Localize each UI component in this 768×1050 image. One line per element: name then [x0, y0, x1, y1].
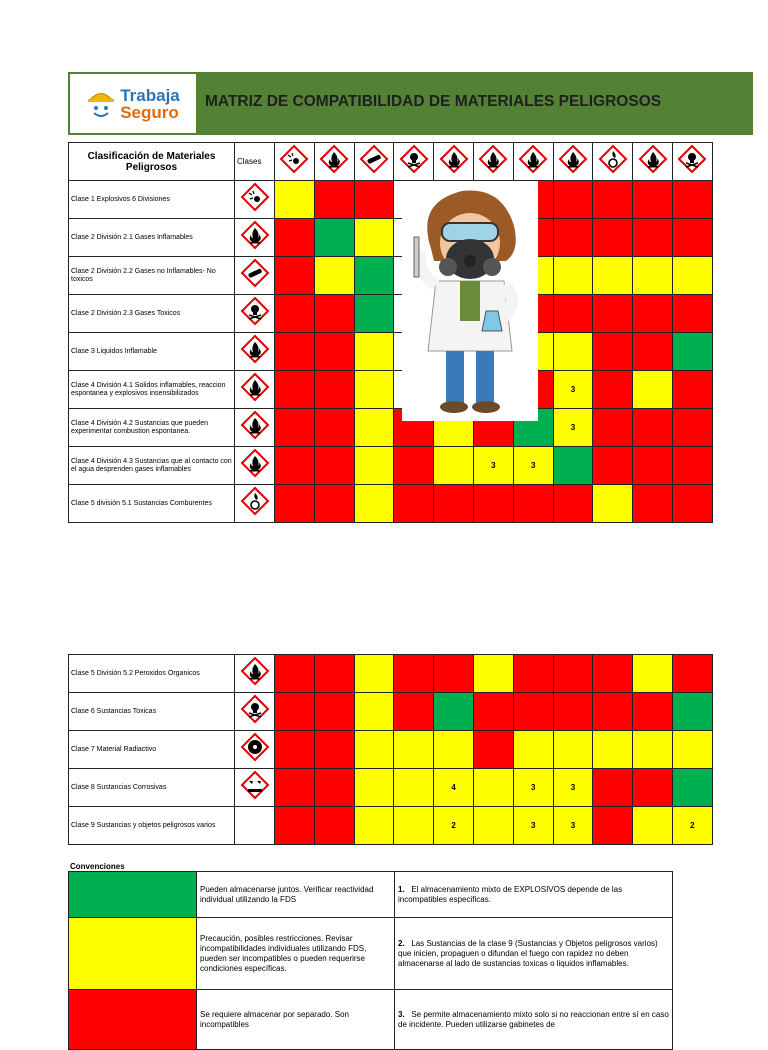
matrix-cell — [354, 769, 394, 807]
convention-text: Se requiere almacenar por separado. Son incompatibles — [197, 990, 395, 1050]
matrix-row — [69, 219, 713, 257]
convention-row — [69, 872, 673, 918]
matrix-cell — [314, 807, 354, 845]
convention-text: Precaución, posibles restricciones. Revisar incompatibilidades individuales utilizando FDS, pueden ser incompatibles o pueden requerirse condiciones específicas. — [197, 918, 395, 990]
matrix-cell: 3 — [513, 807, 553, 845]
matrix-cell: 3 — [553, 409, 593, 447]
row-label: Clase 4 División 4.1 Solidos inflamables, reaccion espontanea y explosivos insensibilizados — [69, 371, 235, 409]
matrix-cell — [314, 295, 354, 333]
matrix-cell — [593, 295, 633, 333]
matrix-cell — [394, 769, 434, 807]
matrix-cell — [473, 807, 513, 845]
flame-icon — [235, 219, 275, 257]
matrix-cell — [473, 731, 513, 769]
matrix-cell — [473, 693, 513, 731]
convention-note — [395, 918, 673, 990]
matrix-cell — [314, 257, 354, 295]
matrix-row — [69, 807, 713, 845]
note-text: Las Sustancias de la clase 9 (Sustancias y Objetos peligrosos varios) que inicien, propaguen o difundan el fuego con rapidez no deben almacenarse al lado de sustancias toxicas o liquidos inflamables. — [398, 938, 658, 968]
matrix-cell — [314, 181, 354, 219]
flame-icon — [633, 143, 673, 181]
flame-icon — [513, 143, 553, 181]
matrix-cell — [553, 655, 593, 693]
matrix-row — [69, 371, 713, 409]
row-label: Clase 2 División 2.2 Gases no Inflamables- No toxicos — [69, 257, 235, 295]
matrix-row — [69, 181, 713, 219]
conventions-table — [68, 871, 673, 1050]
matrix-cell — [553, 257, 593, 295]
matrix-cell — [633, 333, 673, 371]
matrix-cell — [633, 693, 673, 731]
matrix-cell — [672, 333, 712, 371]
matrix-cell — [553, 181, 593, 219]
matrix-cell — [275, 181, 315, 219]
skull-icon — [672, 143, 712, 181]
matrix-cell — [354, 371, 394, 409]
explosive-icon — [275, 143, 315, 181]
matrix-cell — [633, 181, 673, 219]
classification-title: Clasificación de Materiales Peligrosos — [69, 143, 235, 181]
matrix-cell — [434, 655, 474, 693]
matrix-cell — [672, 219, 712, 257]
matrix-cell — [473, 769, 513, 807]
matrix-cell — [513, 731, 553, 769]
matrix-cell — [354, 447, 394, 485]
matrix-cell — [434, 485, 474, 523]
matrix-cell — [593, 447, 633, 485]
matrix-cell — [354, 693, 394, 731]
matrix-cell — [593, 731, 633, 769]
matrix-cell: 3 — [553, 769, 593, 807]
matrix-cell — [394, 807, 434, 845]
logo-text-seguro: Seguro — [120, 102, 179, 122]
flame-icon — [434, 143, 474, 181]
row-label: Clase 5 División 5.2 Peroxidos Organicos — [69, 655, 235, 693]
matrix-cell — [553, 731, 593, 769]
matrix-cell — [314, 447, 354, 485]
matrix-cell — [672, 693, 712, 731]
matrix-cell — [275, 807, 315, 845]
page-title: MATRIZ DE COMPATIBILIDAD DE MATERIALES PELIGROSOS — [205, 93, 662, 110]
row-label: Clase 2 División 2.1 Gases Inflamables — [69, 219, 235, 257]
matrix-cell — [275, 257, 315, 295]
matrix-row — [69, 485, 713, 523]
matrix-cell — [275, 769, 315, 807]
flame-over-circle-icon — [593, 143, 633, 181]
matrix-cell — [354, 731, 394, 769]
matrix-cell — [314, 333, 354, 371]
logo — [68, 72, 198, 135]
matrix-cell: 3 — [513, 769, 553, 807]
matrix-cell — [513, 485, 553, 523]
matrix-cell — [593, 769, 633, 807]
flame-icon — [473, 143, 513, 181]
note-number: 2. — [398, 938, 405, 948]
flame-icon — [235, 409, 275, 447]
matrix-row — [69, 655, 713, 693]
matrix-cell — [314, 655, 354, 693]
conventions-title: Convenciones — [70, 862, 125, 871]
matrix-cell — [672, 447, 712, 485]
matrix-cell — [672, 485, 712, 523]
row-label: Clase 2 División 2.3 Gases Toxicos — [69, 295, 235, 333]
skull-icon — [394, 143, 434, 181]
matrix-cell — [553, 693, 593, 731]
matrix-cell: 2 — [672, 807, 712, 845]
matrix-cell — [354, 409, 394, 447]
matrix-cell — [275, 447, 315, 485]
matrix-cell — [394, 693, 434, 731]
flame-icon — [235, 655, 275, 693]
flame-icon — [553, 143, 593, 181]
matrix-cell — [633, 257, 673, 295]
matrix-cell — [513, 693, 553, 731]
matrix-cell — [672, 371, 712, 409]
matrix-cell — [314, 485, 354, 523]
matrix-row — [69, 693, 713, 731]
note-number: 3. — [398, 1009, 405, 1019]
row-label: Clase 7 Material Radiactivo — [69, 731, 235, 769]
matrix-cell — [354, 295, 394, 333]
matrix-cell: 3 — [513, 447, 553, 485]
convention-note — [395, 990, 673, 1050]
row-label: Clase 9 Sustancias y objetos peligrosos varios — [69, 807, 235, 845]
gas-cylinder-icon — [354, 143, 394, 181]
row-label: Clase 3 Liquidos Inflamable — [69, 333, 235, 371]
explosive-icon — [235, 181, 275, 219]
matrix-cell — [434, 693, 474, 731]
color-swatch — [69, 990, 197, 1050]
skull-icon — [235, 693, 275, 731]
matrix-row — [69, 333, 713, 371]
skull-icon — [235, 295, 275, 333]
matrix-cell — [672, 731, 712, 769]
matrix-cell — [593, 485, 633, 523]
matrix-header-row — [69, 143, 713, 181]
matrix-cell — [633, 219, 673, 257]
note-number: 1. — [398, 884, 405, 894]
matrix-row — [69, 409, 713, 447]
matrix-cell — [593, 257, 633, 295]
matrix-cell — [633, 655, 673, 693]
row-label: Clase 6 Sustancias Toxicas — [69, 693, 235, 731]
matrix-cell — [593, 655, 633, 693]
matrix-cell — [513, 655, 553, 693]
flame-icon — [235, 371, 275, 409]
gas-cylinder-icon — [235, 257, 275, 295]
matrix-cell — [553, 333, 593, 371]
matrix-cell — [473, 655, 513, 693]
note-text: El almacenamiento mixto de EXPLOSIVOS depende de las incompatibles especificas. — [398, 884, 623, 904]
matrix-cell — [672, 769, 712, 807]
matrix-cell — [314, 219, 354, 257]
row-label: Clase 1 Explosivos 6 Divisiones — [69, 181, 235, 219]
convention-row — [69, 990, 673, 1050]
matrix-cell — [633, 769, 673, 807]
matrix-cell — [633, 731, 673, 769]
matrix-cell — [553, 295, 593, 333]
matrix-cell — [553, 485, 593, 523]
matrix-cell — [434, 447, 474, 485]
matrix-cell — [553, 447, 593, 485]
compatibility-matrix-top — [68, 142, 713, 523]
scientist-illustration — [402, 181, 538, 421]
matrix-cell — [633, 409, 673, 447]
matrix-cell — [633, 295, 673, 333]
matrix-cell — [434, 731, 474, 769]
note-text: Se permite almacenamiento mixto solo si no reaccionan entre sí en caso de incidente. Pueden utilizarse gabinetes de — [398, 1009, 669, 1029]
matrix-row — [69, 257, 713, 295]
color-swatch — [69, 918, 197, 990]
matrix-cell — [633, 807, 673, 845]
matrix-cell — [354, 181, 394, 219]
matrix-cell — [314, 371, 354, 409]
flame-icon — [235, 447, 275, 485]
matrix-cell — [275, 693, 315, 731]
matrix-cell — [633, 371, 673, 409]
matrix-cell — [394, 655, 434, 693]
matrix-cell — [275, 371, 315, 409]
matrix-cell: 3 — [473, 447, 513, 485]
matrix-cell — [275, 731, 315, 769]
classes-label: Clases — [235, 143, 275, 181]
convention-row — [69, 918, 673, 990]
matrix-cell — [672, 181, 712, 219]
matrix-cell — [275, 333, 315, 371]
row-label: Clase 8 Sustancias Corrosivas — [69, 769, 235, 807]
matrix-cell — [672, 409, 712, 447]
matrix-cell — [314, 769, 354, 807]
row-label: Clase 4 División 4.2 Sustancias que pueden experimentar combustion espontanea. — [69, 409, 235, 447]
matrix-cell — [275, 219, 315, 257]
matrix-cell — [275, 409, 315, 447]
matrix-cell — [314, 409, 354, 447]
matrix-cell — [672, 655, 712, 693]
matrix-cell — [354, 257, 394, 295]
matrix-cell — [553, 219, 593, 257]
matrix-cell — [354, 333, 394, 371]
matrix-cell — [394, 731, 434, 769]
row-label: Clase 4 División 4.3 Sustancias que al contacto con el agua desprenden gases inflamables — [69, 447, 235, 485]
matrix-cell — [593, 333, 633, 371]
matrix-cell — [394, 485, 434, 523]
matrix-cell — [633, 485, 673, 523]
matrix-cell — [672, 295, 712, 333]
matrix-cell: 2 — [434, 807, 474, 845]
matrix-cell — [354, 655, 394, 693]
matrix-cell — [473, 485, 513, 523]
flame-icon — [235, 333, 275, 371]
matrix-cell: 3 — [553, 807, 593, 845]
matrix-cell — [354, 807, 394, 845]
matrix-row — [69, 769, 713, 807]
matrix-cell — [672, 257, 712, 295]
smiley-helmet-icon — [86, 87, 116, 121]
matrix-cell — [593, 181, 633, 219]
flame-over-circle-icon — [235, 485, 275, 523]
matrix-cell — [275, 655, 315, 693]
radiation-icon — [235, 731, 275, 769]
matrix-cell — [354, 485, 394, 523]
flame-icon — [314, 143, 354, 181]
matrix-cell: 3 — [553, 371, 593, 409]
matrix-cell — [354, 219, 394, 257]
row-label: Clase 5 división 5.1 Sustancias Comburentes — [69, 485, 235, 523]
compatibility-matrix-bottom — [68, 654, 713, 845]
empty-icon-cell — [235, 807, 275, 845]
logo-text-trabaja: Trabaja — [120, 85, 180, 105]
matrix-cell — [593, 409, 633, 447]
matrix-cell — [593, 371, 633, 409]
matrix-cell — [633, 447, 673, 485]
convention-text: Pueden almacenarse juntos. Verificar reactividad individual utilizando la FDS — [197, 872, 395, 918]
matrix-cell — [314, 731, 354, 769]
matrix-cell — [275, 295, 315, 333]
matrix-cell — [593, 807, 633, 845]
color-swatch — [69, 872, 197, 918]
matrix-row — [69, 447, 713, 485]
matrix-row — [69, 295, 713, 333]
matrix-row — [69, 731, 713, 769]
matrix-cell — [593, 693, 633, 731]
matrix-cell — [593, 219, 633, 257]
matrix-cell — [314, 693, 354, 731]
corrosive-icon — [235, 769, 275, 807]
matrix-cell — [275, 485, 315, 523]
convention-note — [395, 872, 673, 918]
matrix-cell: 4 — [434, 769, 474, 807]
matrix-cell — [394, 447, 434, 485]
